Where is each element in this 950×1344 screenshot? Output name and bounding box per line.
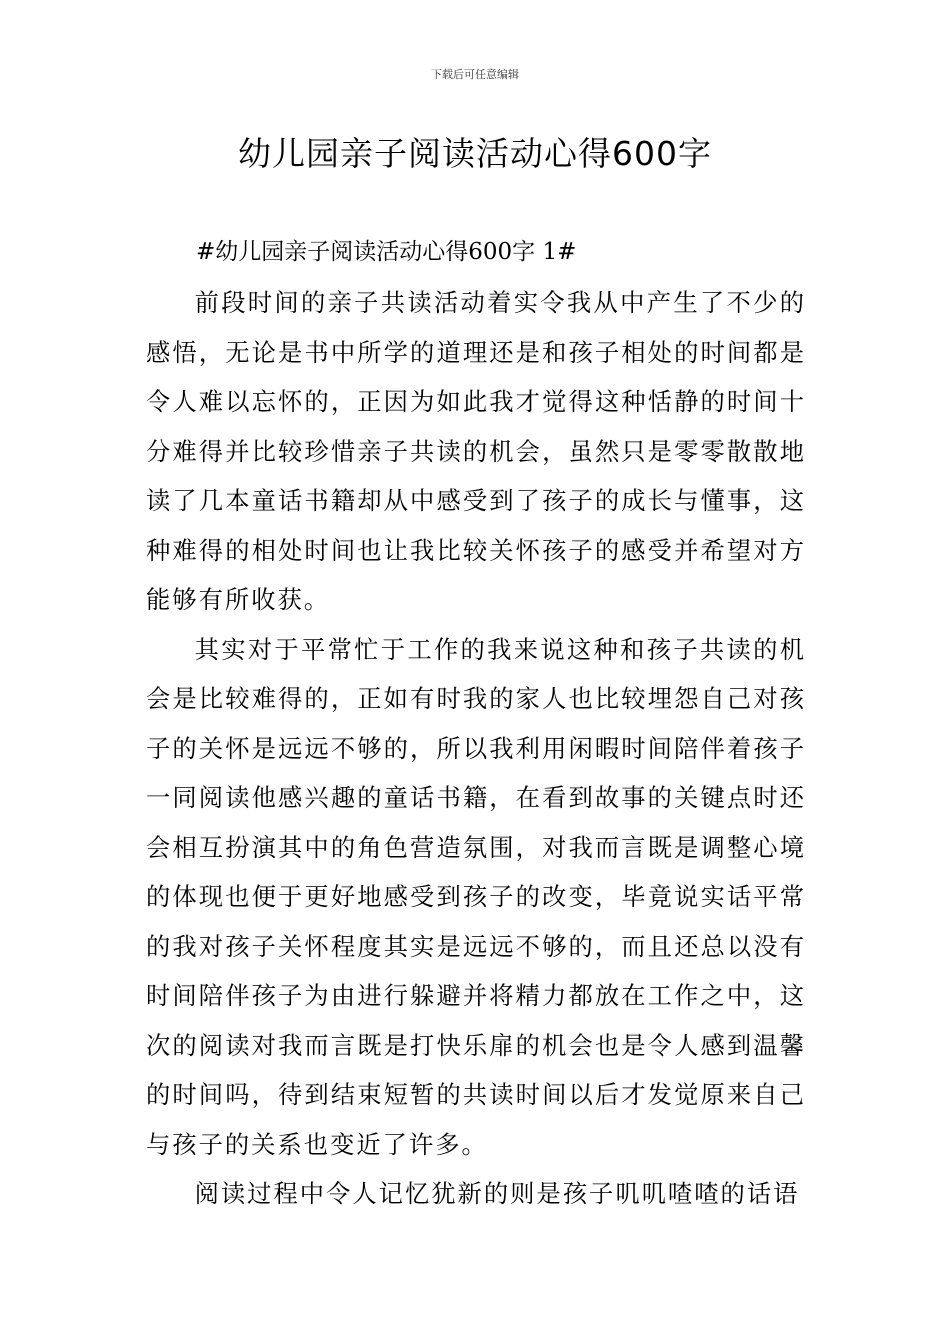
section-heading: #幼儿园亲子阅读活动心得600字 1# [196,239,577,265]
paragraph-2: 其实对于平常忙于工作的我来说这种和孩子共读的机会是比较难得的，正如有时我的家人也比较埋怨自己对孩子的关怀是远远不够的，所以我利用闲暇时间陪伴着孩子一同阅读他感兴趣的童话书籍，在看到故事的关键点时还会相互扮演其中的角色营造氛围，对我而言既是调整心境的体现也便于更好地感受到孩子的改变，毕竟说实话平常的我对孩子关怀程度其实是远远不够的，而且还总以没有时间陪伴孩子为由进行躲避并将精力都放在工作之中，这次的阅读对我而言既是打快乐扉的机会也是令人感到温馨的时间吗，待到结束短暂的共读时间以后才发觉原来自己与孩子的关系也变近了许多。 [146,634,806,1159]
paragraph-3: 阅读过程中令人记忆犹新的则是孩子叽叽喳喳的话语 [194,1179,800,1208]
paragraph-1: 前段时间的亲子共读活动着实令我从中产生了不少的感悟，无论是书中所学的道理还是和孩子相处的时间都是令人难以忘怀的，正因为如此我才觉得这种恬静的时间十分难得并比较珍惜亲子共读的机会，虽然只是零零散散地读了几本童话书籍却从中感受到了孩子的成长与懂事，这种难得的相处时间也让我比较关怀孩子的感受并希望对方能够有所收获。 [146,288,806,614]
document-title: 幼儿园亲子阅读活动心得600字 [238,134,712,173]
body-text [146,278,806,1219]
header-note: 下载后可任意编辑 [431,68,519,81]
